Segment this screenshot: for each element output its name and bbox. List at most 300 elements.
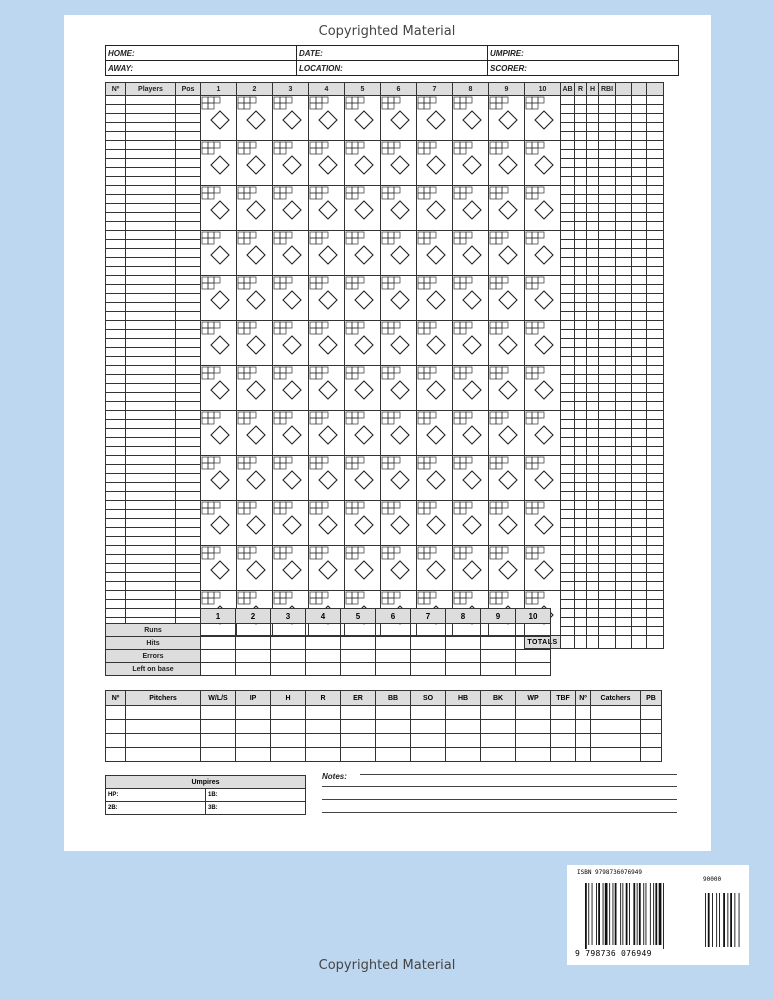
stat-cell[interactable] [561, 186, 575, 195]
stat-cell[interactable] [561, 411, 575, 420]
stat-cell[interactable] [632, 465, 647, 474]
position-cell[interactable] [176, 258, 201, 267]
player-cell[interactable] [126, 105, 176, 114]
stat-cell[interactable] [561, 483, 575, 492]
position-cell[interactable] [176, 303, 201, 312]
stat-cell[interactable] [575, 231, 587, 240]
number-cell[interactable] [106, 141, 126, 150]
stat-cell[interactable] [632, 618, 647, 627]
player-cell[interactable] [126, 573, 176, 582]
stat-cell[interactable] [575, 510, 587, 519]
position-cell[interactable] [176, 141, 201, 150]
inning-score-cell[interactable] [237, 366, 273, 411]
stat-cell[interactable] [587, 438, 599, 447]
player-cell[interactable] [126, 501, 176, 510]
stat-cell[interactable] [575, 312, 587, 321]
player-cell[interactable] [126, 186, 176, 195]
inning-summary-cell[interactable] [446, 663, 481, 676]
stat-cell[interactable] [599, 294, 616, 303]
pitcher-cell[interactable] [591, 734, 641, 748]
stat-cell[interactable] [647, 348, 664, 357]
inning-score-cell[interactable] [489, 141, 525, 186]
pitcher-cell[interactable] [551, 748, 576, 762]
stat-cell[interactable] [647, 402, 664, 411]
stat-cell[interactable] [632, 177, 647, 186]
position-cell[interactable] [176, 150, 201, 159]
inning-summary-cell[interactable] [411, 663, 446, 676]
stat-cell[interactable] [616, 465, 632, 474]
stat-cell[interactable] [587, 420, 599, 429]
stat-cell[interactable] [587, 240, 599, 249]
umpire-field[interactable]: UMPIRE: [488, 46, 679, 61]
stat-cell[interactable] [575, 528, 587, 537]
stat-cell[interactable] [561, 303, 575, 312]
stat-cell[interactable] [632, 330, 647, 339]
stat-cell[interactable] [647, 222, 664, 231]
stat-cell[interactable] [632, 627, 647, 636]
inning-score-cell[interactable] [489, 411, 525, 456]
stat-cell[interactable] [599, 339, 616, 348]
player-cell[interactable] [126, 510, 176, 519]
number-cell[interactable] [106, 222, 126, 231]
stat-cell[interactable] [575, 240, 587, 249]
inning-score-cell[interactable] [525, 366, 561, 411]
stat-cell[interactable] [632, 411, 647, 420]
stat-cell[interactable] [647, 429, 664, 438]
date-field[interactable]: DATE: [297, 46, 488, 61]
inning-score-cell[interactable] [201, 366, 237, 411]
stat-cell[interactable] [587, 492, 599, 501]
pitcher-cell[interactable] [306, 734, 341, 748]
player-cell[interactable] [126, 204, 176, 213]
inning-score-cell[interactable] [201, 186, 237, 231]
inning-summary-cell[interactable] [201, 650, 236, 663]
stat-cell[interactable] [575, 366, 587, 375]
stat-cell[interactable] [632, 510, 647, 519]
inning-score-cell[interactable] [381, 366, 417, 411]
number-cell[interactable] [106, 555, 126, 564]
stat-cell[interactable] [632, 276, 647, 285]
stat-cell[interactable] [616, 519, 632, 528]
position-cell[interactable] [176, 114, 201, 123]
stat-cell[interactable] [632, 321, 647, 330]
inning-score-cell[interactable] [381, 501, 417, 546]
stat-cell[interactable] [561, 258, 575, 267]
stat-cell[interactable] [561, 582, 575, 591]
pitcher-cell[interactable] [591, 706, 641, 720]
number-cell[interactable] [106, 132, 126, 141]
stat-cell[interactable] [575, 339, 587, 348]
position-cell[interactable] [176, 96, 201, 105]
stat-cell[interactable] [647, 420, 664, 429]
pitcher-cell[interactable] [411, 748, 446, 762]
stat-cell[interactable] [647, 195, 664, 204]
stat-cell[interactable] [561, 249, 575, 258]
stat-cell[interactable] [616, 258, 632, 267]
stat-cell[interactable] [575, 249, 587, 258]
player-cell[interactable] [126, 582, 176, 591]
position-cell[interactable] [176, 321, 201, 330]
stat-cell[interactable] [632, 474, 647, 483]
stat-cell[interactable] [587, 294, 599, 303]
stat-cell[interactable] [575, 411, 587, 420]
pitcher-cell[interactable] [271, 748, 306, 762]
stat-cell[interactable] [561, 537, 575, 546]
stat-cell[interactable] [599, 357, 616, 366]
pitcher-cell[interactable] [236, 720, 271, 734]
stat-cell[interactable] [575, 213, 587, 222]
pitcher-cell[interactable] [411, 720, 446, 734]
inning-summary-cell[interactable] [341, 624, 376, 637]
stat-cell[interactable] [632, 402, 647, 411]
inning-score-cell[interactable] [201, 321, 237, 366]
stat-cell[interactable] [575, 393, 587, 402]
stat-cell[interactable] [587, 168, 599, 177]
stat-cell[interactable] [616, 402, 632, 411]
position-cell[interactable] [176, 348, 201, 357]
away-field[interactable]: AWAY: [106, 61, 297, 76]
stat-cell[interactable] [632, 555, 647, 564]
inning-score-cell[interactable] [273, 546, 309, 591]
umpire-2b-field[interactable]: 2B: [106, 802, 206, 815]
inning-summary-cell[interactable] [411, 624, 446, 637]
inning-score-cell[interactable] [453, 501, 489, 546]
stat-cell[interactable] [616, 222, 632, 231]
inning-summary-cell[interactable] [271, 650, 306, 663]
stat-cell[interactable] [561, 159, 575, 168]
stat-cell[interactable] [616, 501, 632, 510]
stat-cell[interactable] [587, 384, 599, 393]
pitcher-cell[interactable] [516, 748, 551, 762]
inning-score-cell[interactable] [489, 546, 525, 591]
player-cell[interactable] [126, 546, 176, 555]
player-cell[interactable] [126, 249, 176, 258]
stat-cell[interactable] [561, 204, 575, 213]
inning-score-cell[interactable] [273, 141, 309, 186]
player-cell[interactable] [126, 213, 176, 222]
stat-cell[interactable] [561, 474, 575, 483]
number-cell[interactable] [106, 447, 126, 456]
stat-cell[interactable] [599, 276, 616, 285]
stat-cell[interactable] [561, 231, 575, 240]
stat-cell[interactable] [647, 276, 664, 285]
stat-cell[interactable] [599, 546, 616, 555]
inning-score-cell[interactable] [309, 546, 345, 591]
player-cell[interactable] [126, 375, 176, 384]
position-cell[interactable] [176, 285, 201, 294]
inning-summary-cell[interactable] [411, 637, 446, 650]
number-cell[interactable] [106, 492, 126, 501]
stat-cell[interactable] [561, 573, 575, 582]
inning-score-cell[interactable] [489, 231, 525, 276]
position-cell[interactable] [176, 537, 201, 546]
pitcher-cell[interactable] [126, 706, 201, 720]
inning-score-cell[interactable] [525, 186, 561, 231]
stat-cell[interactable] [647, 375, 664, 384]
number-cell[interactable] [106, 357, 126, 366]
stat-cell[interactable] [599, 591, 616, 600]
inning-summary-cell[interactable] [341, 663, 376, 676]
stat-cell[interactable] [575, 294, 587, 303]
inning-summary-cell[interactable] [306, 637, 341, 650]
position-cell[interactable] [176, 249, 201, 258]
number-cell[interactable] [106, 465, 126, 474]
stat-cell[interactable] [632, 375, 647, 384]
number-cell[interactable] [106, 303, 126, 312]
stat-cell[interactable] [561, 627, 575, 636]
inning-score-cell[interactable] [309, 321, 345, 366]
stat-cell[interactable] [561, 285, 575, 294]
stat-cell[interactable] [575, 141, 587, 150]
stat-cell[interactable] [599, 411, 616, 420]
stat-cell[interactable] [616, 114, 632, 123]
stat-cell[interactable] [616, 330, 632, 339]
stat-cell[interactable] [599, 366, 616, 375]
stat-cell[interactable] [599, 384, 616, 393]
stat-cell[interactable] [599, 204, 616, 213]
total-cell[interactable] [632, 636, 647, 649]
stat-cell[interactable] [587, 339, 599, 348]
inning-score-cell[interactable] [417, 411, 453, 456]
stat-cell[interactable] [587, 375, 599, 384]
stat-cell[interactable] [575, 285, 587, 294]
stat-cell[interactable] [587, 267, 599, 276]
stat-cell[interactable] [599, 627, 616, 636]
inning-score-cell[interactable] [453, 546, 489, 591]
inning-score-cell[interactable] [237, 276, 273, 321]
stat-cell[interactable] [647, 213, 664, 222]
stat-cell[interactable] [632, 420, 647, 429]
position-cell[interactable] [176, 510, 201, 519]
stat-cell[interactable] [599, 393, 616, 402]
stat-cell[interactable] [575, 96, 587, 105]
stat-cell[interactable] [561, 348, 575, 357]
number-cell[interactable] [106, 231, 126, 240]
stat-cell[interactable] [616, 348, 632, 357]
inning-score-cell[interactable] [345, 546, 381, 591]
stat-cell[interactable] [616, 312, 632, 321]
stat-cell[interactable] [647, 501, 664, 510]
stat-cell[interactable] [575, 258, 587, 267]
stat-cell[interactable] [599, 168, 616, 177]
stat-cell[interactable] [587, 213, 599, 222]
inning-score-cell[interactable] [453, 411, 489, 456]
pitcher-cell[interactable] [126, 720, 201, 734]
stat-cell[interactable] [647, 168, 664, 177]
stat-cell[interactable] [616, 456, 632, 465]
stat-cell[interactable] [647, 573, 664, 582]
stat-cell[interactable] [647, 312, 664, 321]
inning-score-cell[interactable] [345, 96, 381, 141]
inning-score-cell[interactable] [273, 411, 309, 456]
total-cell[interactable] [616, 636, 632, 649]
stat-cell[interactable] [587, 546, 599, 555]
stat-cell[interactable] [599, 312, 616, 321]
stat-cell[interactable] [587, 312, 599, 321]
inning-summary-cell[interactable] [341, 637, 376, 650]
stat-cell[interactable] [587, 429, 599, 438]
stat-cell[interactable] [632, 303, 647, 312]
stat-cell[interactable] [647, 267, 664, 276]
inning-summary-cell[interactable] [516, 650, 551, 663]
stat-cell[interactable] [599, 492, 616, 501]
stat-cell[interactable] [616, 384, 632, 393]
stat-cell[interactable] [575, 564, 587, 573]
player-cell[interactable] [126, 150, 176, 159]
pitcher-cell[interactable] [271, 720, 306, 734]
stat-cell[interactable] [575, 627, 587, 636]
inning-score-cell[interactable] [489, 366, 525, 411]
stat-cell[interactable] [599, 150, 616, 159]
position-cell[interactable] [176, 213, 201, 222]
stat-cell[interactable] [632, 186, 647, 195]
stat-cell[interactable] [575, 465, 587, 474]
stat-cell[interactable] [632, 537, 647, 546]
stat-cell[interactable] [647, 456, 664, 465]
stat-cell[interactable] [599, 114, 616, 123]
inning-score-cell[interactable] [345, 366, 381, 411]
stat-cell[interactable] [587, 141, 599, 150]
stat-cell[interactable] [616, 609, 632, 618]
pitcher-cell[interactable] [411, 706, 446, 720]
stat-cell[interactable] [647, 537, 664, 546]
stat-cell[interactable] [599, 528, 616, 537]
number-cell[interactable] [106, 438, 126, 447]
stat-cell[interactable] [587, 114, 599, 123]
stat-cell[interactable] [632, 285, 647, 294]
inning-score-cell[interactable] [273, 276, 309, 321]
stat-cell[interactable] [587, 483, 599, 492]
umpire-3b-field[interactable]: 3B: [206, 802, 306, 815]
stat-cell[interactable] [616, 483, 632, 492]
player-cell[interactable] [126, 528, 176, 537]
stat-cell[interactable] [587, 582, 599, 591]
stat-cell[interactable] [647, 258, 664, 267]
inning-score-cell[interactable] [525, 501, 561, 546]
number-cell[interactable] [106, 195, 126, 204]
inning-summary-cell[interactable] [446, 624, 481, 637]
stat-cell[interactable] [599, 330, 616, 339]
pitcher-cell[interactable] [236, 734, 271, 748]
stat-cell[interactable] [587, 321, 599, 330]
player-cell[interactable] [126, 267, 176, 276]
inning-score-cell[interactable] [345, 231, 381, 276]
stat-cell[interactable] [599, 483, 616, 492]
number-cell[interactable] [106, 294, 126, 303]
stat-cell[interactable] [587, 249, 599, 258]
stat-cell[interactable] [599, 195, 616, 204]
number-cell[interactable] [106, 348, 126, 357]
stat-cell[interactable] [647, 393, 664, 402]
inning-score-cell[interactable] [345, 411, 381, 456]
pitcher-cell[interactable] [271, 734, 306, 748]
stat-cell[interactable] [575, 402, 587, 411]
stat-cell[interactable] [587, 303, 599, 312]
stat-cell[interactable] [647, 447, 664, 456]
pitcher-cell[interactable] [446, 748, 481, 762]
player-cell[interactable] [126, 447, 176, 456]
player-cell[interactable] [126, 339, 176, 348]
inning-score-cell[interactable] [201, 231, 237, 276]
number-cell[interactable] [106, 276, 126, 285]
stat-cell[interactable] [632, 114, 647, 123]
stat-cell[interactable] [599, 420, 616, 429]
inning-score-cell[interactable] [489, 276, 525, 321]
inning-summary-cell[interactable] [341, 650, 376, 663]
stat-cell[interactable] [575, 420, 587, 429]
stat-cell[interactable] [575, 177, 587, 186]
total-cell[interactable] [575, 636, 587, 649]
inning-score-cell[interactable] [273, 231, 309, 276]
inning-summary-cell[interactable] [376, 663, 411, 676]
inning-score-cell[interactable] [273, 321, 309, 366]
inning-score-cell[interactable] [309, 456, 345, 501]
inning-summary-cell[interactable] [481, 650, 516, 663]
stat-cell[interactable] [616, 213, 632, 222]
stat-cell[interactable] [575, 582, 587, 591]
stat-cell[interactable] [647, 438, 664, 447]
stat-cell[interactable] [575, 204, 587, 213]
stat-cell[interactable] [575, 600, 587, 609]
stat-cell[interactable] [587, 123, 599, 132]
stat-cell[interactable] [647, 204, 664, 213]
stat-cell[interactable] [632, 609, 647, 618]
stat-cell[interactable] [599, 537, 616, 546]
stat-cell[interactable] [632, 483, 647, 492]
total-cell[interactable] [587, 636, 599, 649]
inning-score-cell[interactable] [237, 546, 273, 591]
inning-score-cell[interactable] [381, 141, 417, 186]
stat-cell[interactable] [561, 177, 575, 186]
stat-cell[interactable] [616, 150, 632, 159]
pitcher-cell[interactable] [201, 720, 236, 734]
stat-cell[interactable] [587, 465, 599, 474]
inning-summary-cell[interactable] [516, 663, 551, 676]
inning-score-cell[interactable] [453, 96, 489, 141]
inning-score-cell[interactable] [453, 321, 489, 366]
stat-cell[interactable] [587, 609, 599, 618]
stat-cell[interactable] [575, 222, 587, 231]
pitcher-cell[interactable] [236, 706, 271, 720]
pitcher-cell[interactable] [446, 720, 481, 734]
pitcher-cell[interactable] [236, 748, 271, 762]
stat-cell[interactable] [647, 114, 664, 123]
stat-cell[interactable] [647, 231, 664, 240]
pitcher-cell[interactable] [106, 748, 126, 762]
stat-cell[interactable] [587, 177, 599, 186]
player-cell[interactable] [126, 168, 176, 177]
stat-cell[interactable] [647, 627, 664, 636]
stat-cell[interactable] [561, 123, 575, 132]
stat-cell[interactable] [632, 348, 647, 357]
stat-cell[interactable] [616, 510, 632, 519]
inning-score-cell[interactable] [525, 321, 561, 366]
stat-cell[interactable] [599, 159, 616, 168]
inning-summary-cell[interactable] [481, 663, 516, 676]
inning-score-cell[interactable] [237, 456, 273, 501]
stat-cell[interactable] [599, 213, 616, 222]
pitcher-cell[interactable] [641, 720, 662, 734]
stat-cell[interactable] [587, 132, 599, 141]
inning-summary-cell[interactable] [201, 663, 236, 676]
player-cell[interactable] [126, 366, 176, 375]
position-cell[interactable] [176, 447, 201, 456]
stat-cell[interactable] [587, 195, 599, 204]
stat-cell[interactable] [561, 456, 575, 465]
number-cell[interactable] [106, 339, 126, 348]
player-cell[interactable] [126, 537, 176, 546]
inning-summary-cell[interactable] [446, 637, 481, 650]
